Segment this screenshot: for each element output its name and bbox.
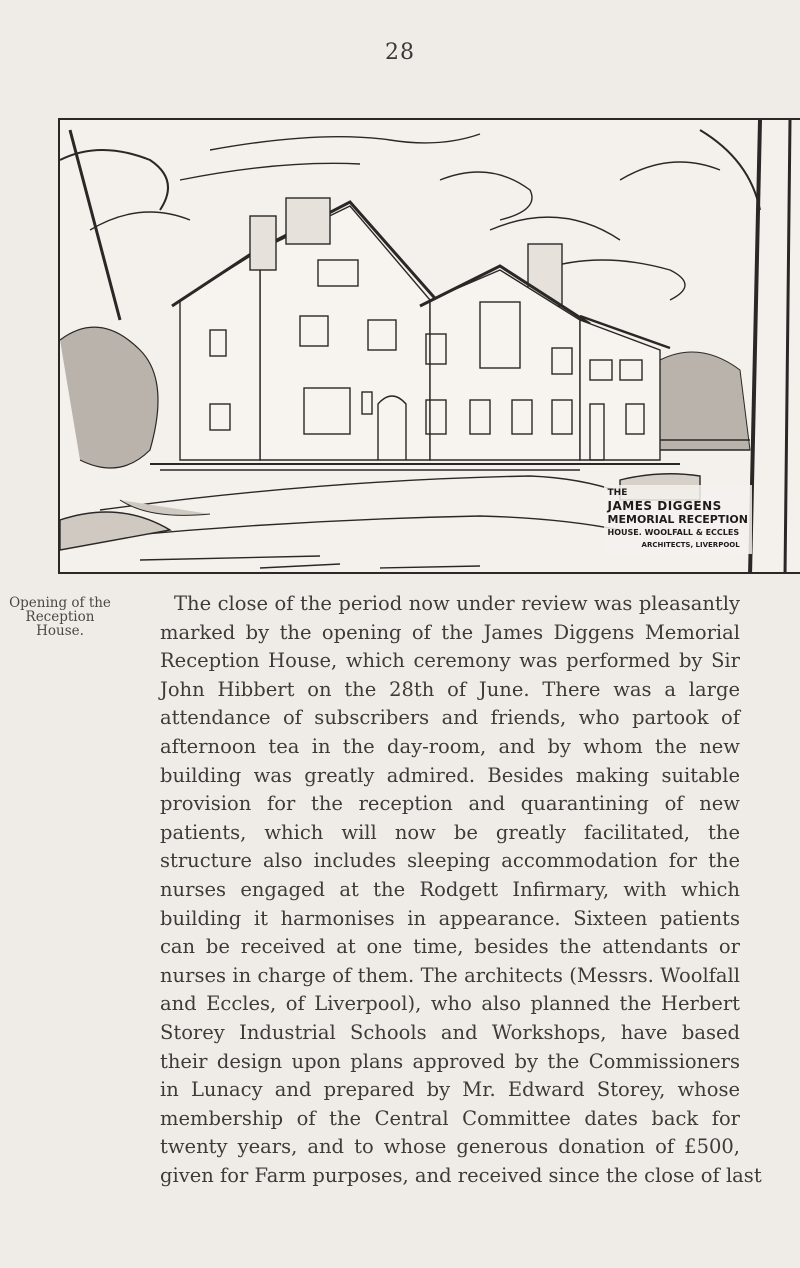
body-line: building was greatly admired. Besides making suitable (160, 763, 740, 787)
body-line: marked by the opening of the James Diggens Memorial (160, 620, 740, 644)
body-line: given for Farm purposes, and received since the close of last (160, 1163, 762, 1187)
caption-line-5: ARCHITECTS, LIVERPOOL (641, 541, 740, 549)
margin-note (0, 596, 120, 638)
margin-note-line-1: Opening of the (9, 595, 111, 611)
body-line: afternoon tea in the day-room, and by whom the new (160, 734, 740, 758)
body-line: twenty years, and to whose generous donation of £500, (160, 1135, 740, 1159)
caption-line-2: JAMES DIGGENS (607, 499, 722, 513)
body-line: The close of the period now under review was pleasantly (174, 592, 740, 615)
body-line: structure also includes sleeping accommodation for the (160, 849, 740, 873)
body-line: membership of the Central Committee dates back for (160, 1106, 740, 1130)
body-line: patients, which will now be greatly facilitated, the (160, 820, 740, 844)
body-paragraph (160, 590, 762, 1190)
body-line: in Lunacy and prepared by Mr. Edward Storey, whose (160, 1078, 740, 1102)
body-line: and Eccles, of Liverpool), who also planned the Herbert (160, 992, 740, 1016)
body-line: nurses engaged at the Rodgett Infirmary, with which (160, 877, 740, 901)
caption-line-4: HOUSE. WOOLFALL & ECCLES (607, 528, 740, 537)
body-line: Reception House, which ceremony was performed by Sir (160, 649, 740, 673)
building-illustration (58, 118, 800, 574)
caption-line-3: MEMORIAL RECEPTION (607, 513, 748, 526)
margin-note-line-3: House. (36, 623, 84, 639)
body-line: provision for the reception and quarantining of new (160, 792, 740, 816)
body-line: building it harmonises in appearance. Sixteen patients (160, 906, 740, 930)
illustration-caption (604, 485, 752, 554)
body-line: nurses in charge of them. The architects (Messrs. Woolfall (160, 963, 740, 987)
body-line: Storey Industrial Schools and Workshops, have based (160, 1020, 740, 1044)
caption-line-1: THE (607, 488, 628, 498)
body-line: their design upon plans approved by the Commissioners (160, 1049, 740, 1073)
body-line: John Hibbert on the 28th of June. There was a large (160, 677, 740, 701)
body-line: attendance of subscribers and friends, who partook of (160, 706, 740, 730)
body-line: can be received at one time, besides the attendants or (160, 935, 740, 959)
page-number: 28 (385, 40, 415, 65)
margin-note-line-2: Reception (25, 609, 95, 625)
